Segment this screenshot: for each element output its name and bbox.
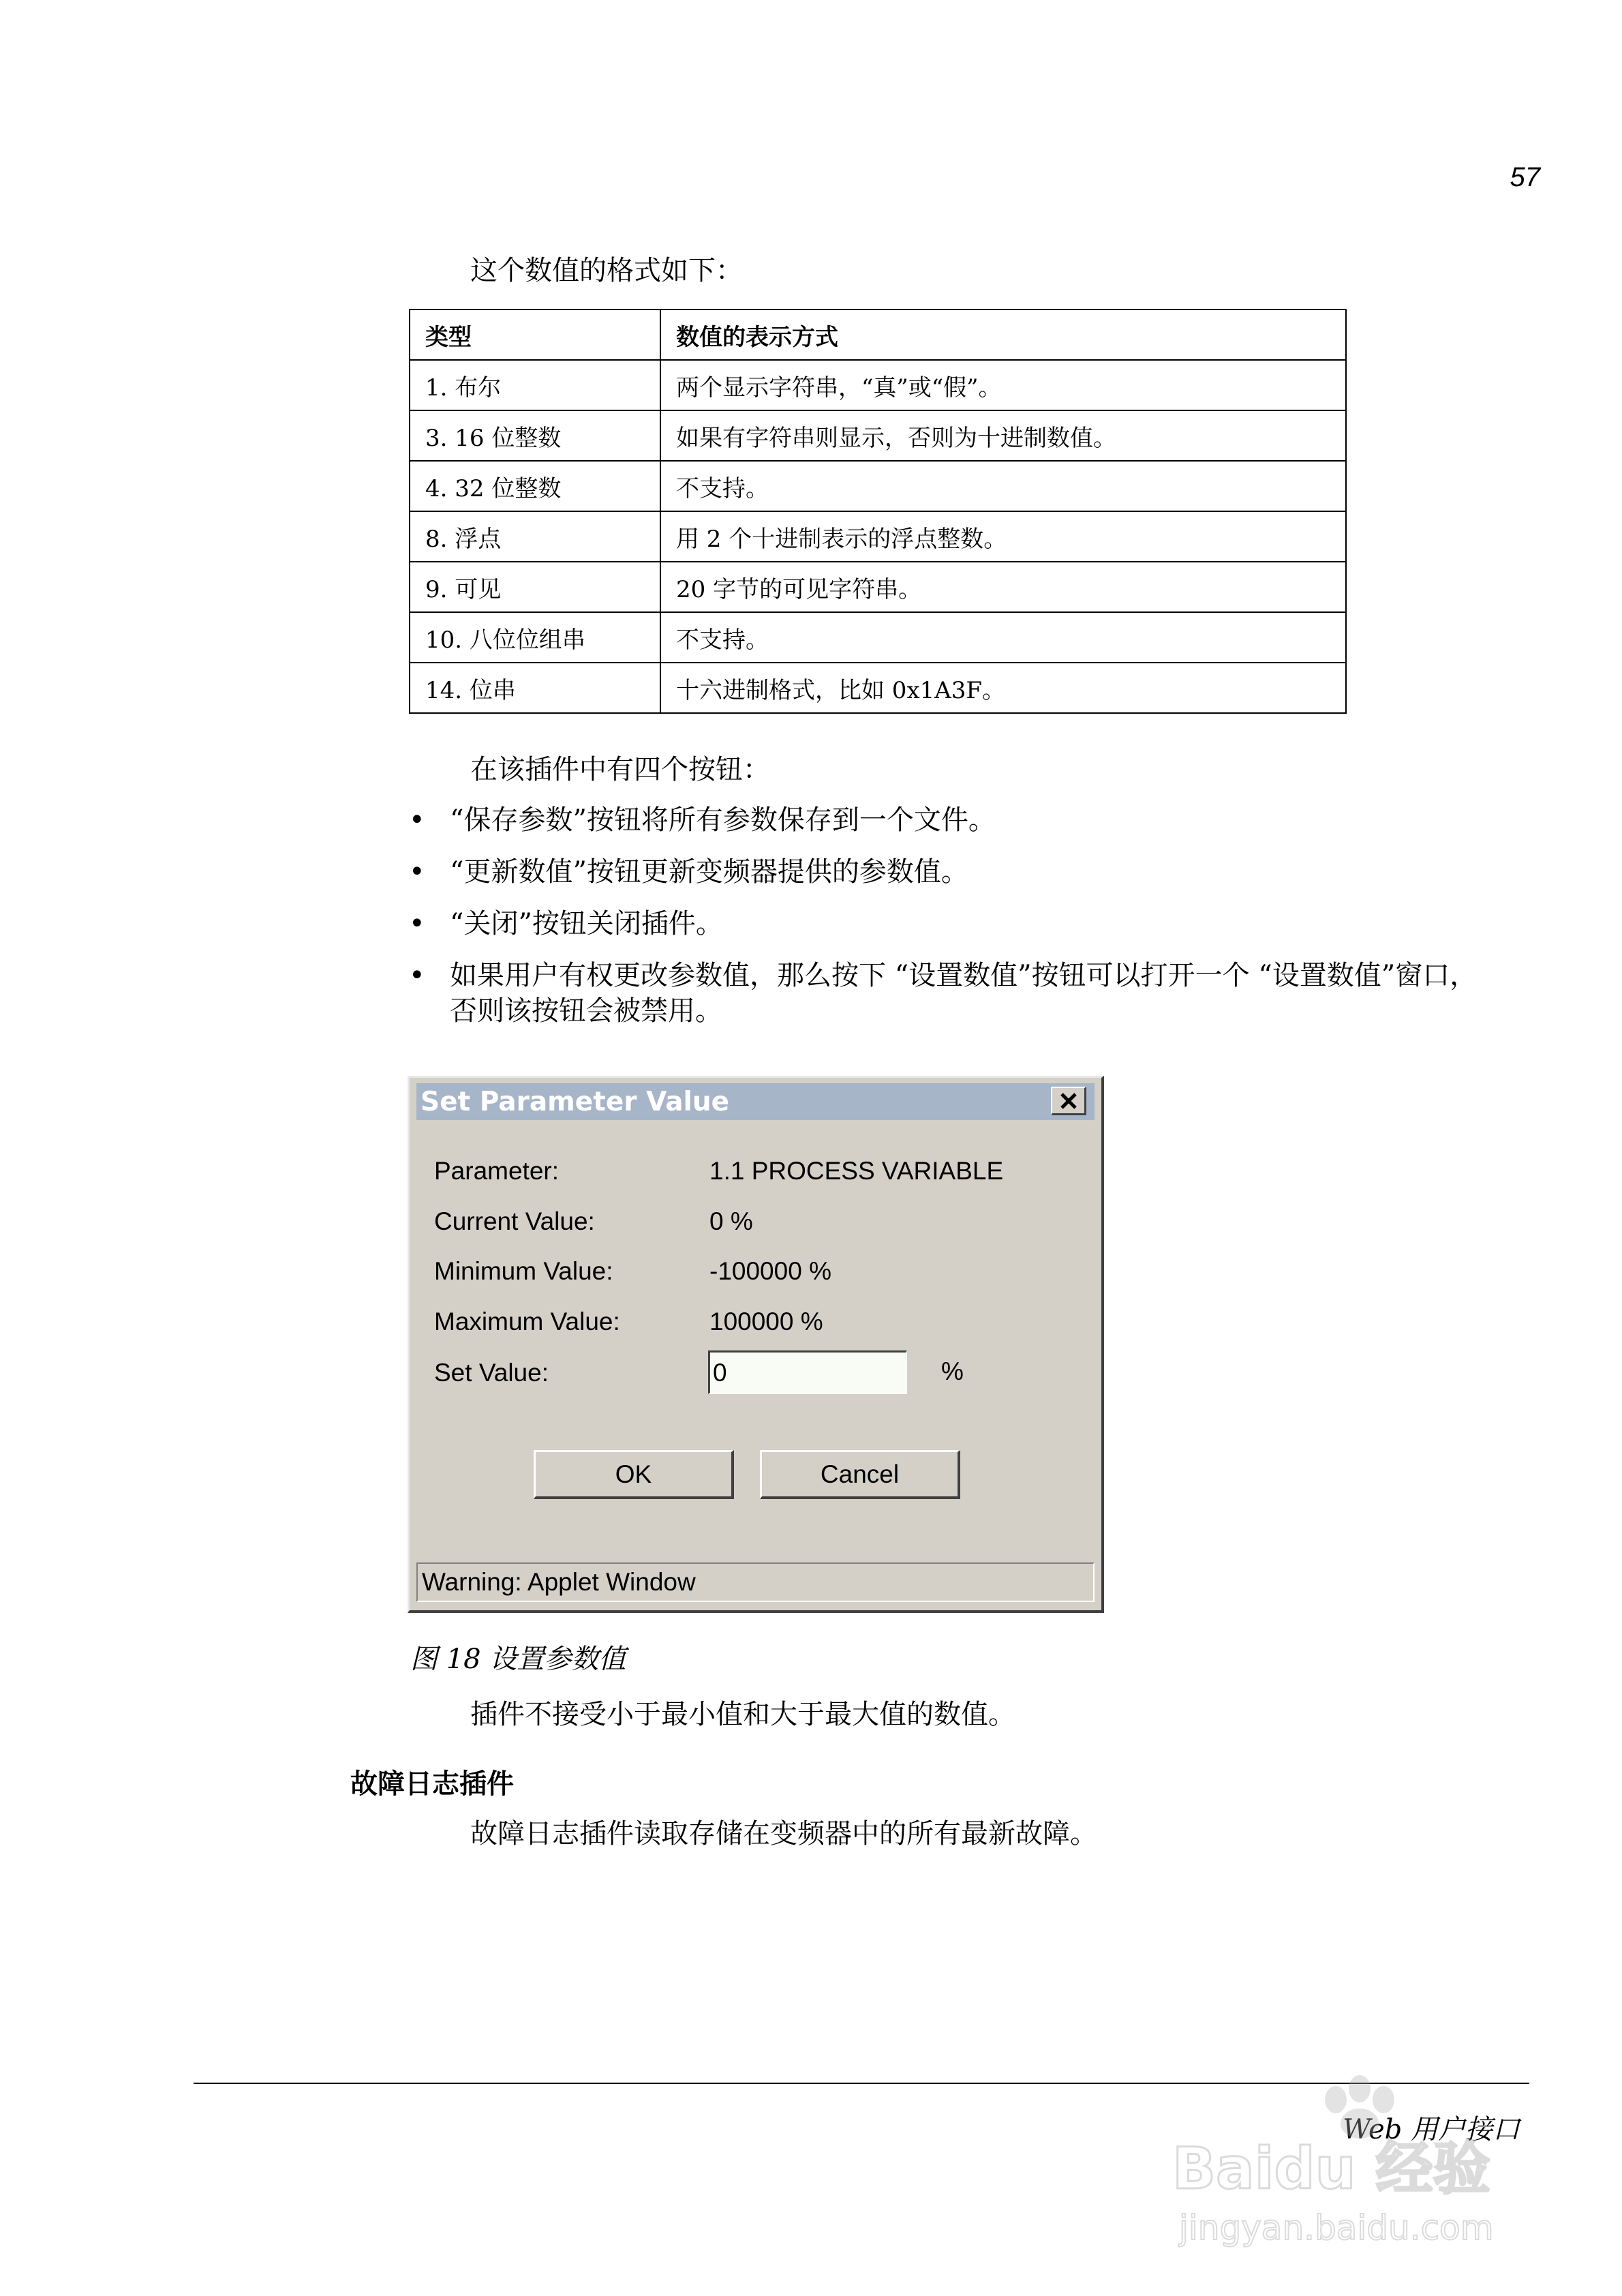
list-item-text: “关闭”按钮关闭插件。 xyxy=(450,908,723,939)
set-parameter-dialog xyxy=(408,1076,1104,1613)
cell-representation: 20 字节的可见字符串。 xyxy=(660,562,1346,612)
bullet-marker: • xyxy=(409,960,425,991)
table-row xyxy=(410,562,1346,612)
cell-representation: 用 2 个十进制表示的浮点整数。 xyxy=(660,511,1346,562)
minimum-value-label: Minimum Value: xyxy=(434,1257,613,1285)
cell-type: 3. 16 位整数 xyxy=(410,410,660,461)
dialog-title: Set Parameter Value xyxy=(420,1086,730,1117)
intro-paragraph: 这个数值的格式如下： xyxy=(470,255,743,286)
buttons-intro-paragraph: 在该插件中有四个按钮： xyxy=(470,754,770,785)
current-value: 0 % xyxy=(709,1207,753,1235)
bullet-marker: • xyxy=(409,856,425,888)
table-row xyxy=(410,511,1346,562)
list-item-text: “更新数值”按钮更新变频器提供的参数值。 xyxy=(450,856,968,888)
current-value-label: Current Value: xyxy=(434,1207,595,1235)
section-heading: 故障日志插件 xyxy=(350,1768,514,1800)
list-item xyxy=(409,854,1499,890)
baidu-watermark xyxy=(1152,2066,1533,2256)
maximum-value-label: Maximum Value: xyxy=(434,1308,620,1335)
header-representation: 数值的表示方式 xyxy=(660,309,1346,360)
close-icon xyxy=(1060,1093,1077,1109)
cell-type: 8. 浮点 xyxy=(410,511,660,562)
value-format-table xyxy=(409,309,1347,714)
bullet-marker: • xyxy=(409,908,425,939)
table-row xyxy=(410,663,1346,713)
list-item xyxy=(409,958,1499,1029)
cancel-button[interactable]: Cancel xyxy=(760,1450,960,1499)
dialog-titlebar[interactable] xyxy=(416,1083,1095,1120)
table-row xyxy=(410,461,1346,511)
set-value-label: Set Value: xyxy=(434,1359,549,1387)
set-value-input[interactable] xyxy=(708,1350,907,1394)
button-description-list xyxy=(409,802,1499,1045)
maximum-value: 100000 % xyxy=(709,1308,823,1335)
list-item-text: “保存参数”按钮将所有参数保存到一个文件。 xyxy=(450,804,996,836)
watermark-logo-text: Baidu 经验 xyxy=(1172,2135,1490,2202)
watermark-url: jingyan.baidu.com xyxy=(1179,2208,1494,2248)
list-item xyxy=(409,906,1499,941)
cell-representation: 十六进制格式，比如 0x1A3F。 xyxy=(660,663,1346,713)
bullet-marker: • xyxy=(409,804,425,836)
table-row xyxy=(410,612,1346,663)
list-item-text: 如果用户有权更改参数值，那么按下 “设置数值”按钮可以打开一个 “设置数值”窗口，否则该按钮会被禁用。 xyxy=(450,960,1478,1027)
cell-type: 10. 八位位组串 xyxy=(410,612,660,663)
cell-representation: 不支持。 xyxy=(660,461,1346,511)
ok-button[interactable]: OK xyxy=(534,1450,734,1499)
table-header-row xyxy=(410,309,1346,360)
cell-representation: 两个显示字符串，“真”或“假”。 xyxy=(660,360,1346,410)
status-text: Warning: Applet Window xyxy=(422,1568,696,1596)
page-number: 57 xyxy=(1510,162,1540,192)
table-row xyxy=(410,410,1346,461)
footer-title: Web 用户接口 xyxy=(1343,2114,1520,2145)
cell-type: 9. 可见 xyxy=(410,562,660,612)
header-type: 类型 xyxy=(410,309,660,360)
cell-type: 4. 32 位整数 xyxy=(410,461,660,511)
fault-log-paragraph: 故障日志插件读取存储在变频器中的所有最新故障。 xyxy=(470,1818,1097,1849)
cell-type: 1. 布尔 xyxy=(410,360,660,410)
parameter-label: Parameter: xyxy=(434,1157,560,1185)
cell-type: 14. 位串 xyxy=(410,663,660,713)
table-row xyxy=(410,360,1346,410)
set-value-unit: % xyxy=(941,1357,964,1385)
minimum-value: -100000 % xyxy=(709,1257,831,1285)
parameter-value: 1.1 PROCESS VARIABLE xyxy=(709,1157,1004,1185)
cell-representation: 如果有字符串则显示，否则为十进制数值。 xyxy=(660,410,1346,461)
status-bar xyxy=(416,1562,1095,1602)
cell-representation: 不支持。 xyxy=(660,612,1346,663)
limit-paragraph: 插件不接受小于最小值和大于最大值的数值。 xyxy=(470,1699,1015,1730)
list-item xyxy=(409,802,1499,838)
figure-caption: 图 18 设置参数值 xyxy=(410,1644,626,1675)
close-button[interactable] xyxy=(1051,1087,1086,1115)
